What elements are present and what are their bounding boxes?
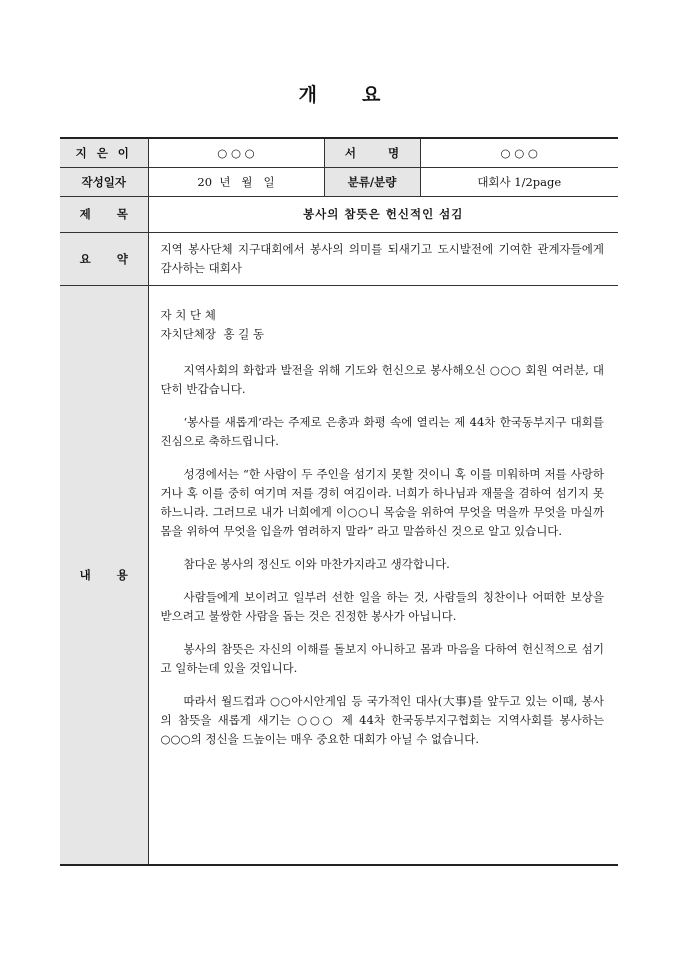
category-label: 분류/분량 [324,167,420,196]
content-paragraph: 지역사회의 화합과 발전을 위해 기도와 헌신으로 봉사해오신 ○○○ 회원 여러분, 대단히 반갑습니다. [160,362,604,396]
subject-label-text: 제 목 [79,207,128,221]
date-label: 작성일자 [60,167,148,196]
page-title-part2: 요 [362,84,382,106]
content-paragraph: 따라서 월드컵과 ○○아시안게임 등 국가적인 대사(大事)를 앞두고 있는 이때, 봉사의 참뜻을 새롭게 새기는 ○○○ 제 44차 한국동부지구협회는 지역사회를 봉사하는 ○○○의 정신을 드높이는 매우 중요한 대회가 아닐 수 없습니다. [160,693,604,746]
content-paragraph: 참다운 봉사의 정신도 이와 마찬가지라고 생각합니다. [183,556,450,571]
category-value: 대회사 1/2page [420,167,618,196]
overview-form-table [60,137,618,866]
content-paragraph: 사람들에게 보이려고 일부러 선한 일을 하는 것, 사람들의 칭찬이나 어떠한 보상을 받으려고 불쌍한 사람을 돕는 것은 진정한 봉사가 아닙니다. [160,589,604,623]
summary-value: 지역 봉사단체 지구대회에서 봉사의 의미를 되새기고 도시발전에 기여한 관계자들에게 감사하는 대회사 [148,232,618,285]
form-row-content [60,285,618,865]
content-paragraph: 봉사의 참뜻은 자신의 이해를 돌보지 아니하고 몸과 마음을 다하여 헌신적으로 섬기고 일하는데 있을 것입니다. [160,641,604,675]
content-label-text: 내 용 [79,567,128,582]
date-value: 20 년 월 일 [148,167,324,196]
signature-value: ○ ○ ○ [420,138,618,167]
content-paragraph: 성경에서는 “한 사람이 두 주인을 섬기지 못할 것이니 혹 이를 미워하며 저를 사랑하거나 혹 이를 중히 여기며 저를 경히 여김이라. 너희가 하나님과 재물을 겸하여 섬기지 못하느니라. 그러므로 내가 너희에게 이○○니 목숨을 위하여 무엇을 먹을까 무엇을 마실까 몸을 위하여 무엇을 입을까 염려하지 말라” 라고 말씀하신 것으로 알고 있습니다. [160,466,604,538]
subject-label [60,196,148,232]
author-label: 지 은 이 [60,138,148,167]
signature-label [324,138,420,167]
page-title [0,80,680,107]
summary-label [60,232,148,285]
subject-value: 봉사의 참뜻은 헌신적인 섬김 [148,196,618,232]
content-paragraph: ‘봉사를 새롭게’라는 주제로 은총과 화평 속에 열리는 제 44차 한국동부지구 대회를 진심으로 축하드립니다. [160,414,604,448]
form-row-summary [60,232,618,285]
content-body [148,285,618,865]
content-label [60,285,148,865]
signature-label-text: 서 명 [344,145,400,160]
content-speaker: 자치단체장 홍 길 동 [160,326,264,341]
summary-label-text: 요 약 [79,251,128,266]
form-row-subject [60,196,618,232]
form-row-date [60,167,618,196]
form-row-author [60,138,618,167]
content-org-name: 자 치 단 체 [160,307,216,322]
page-title-part1: 개 [298,84,318,106]
author-value: ○ ○ ○ [148,138,324,167]
